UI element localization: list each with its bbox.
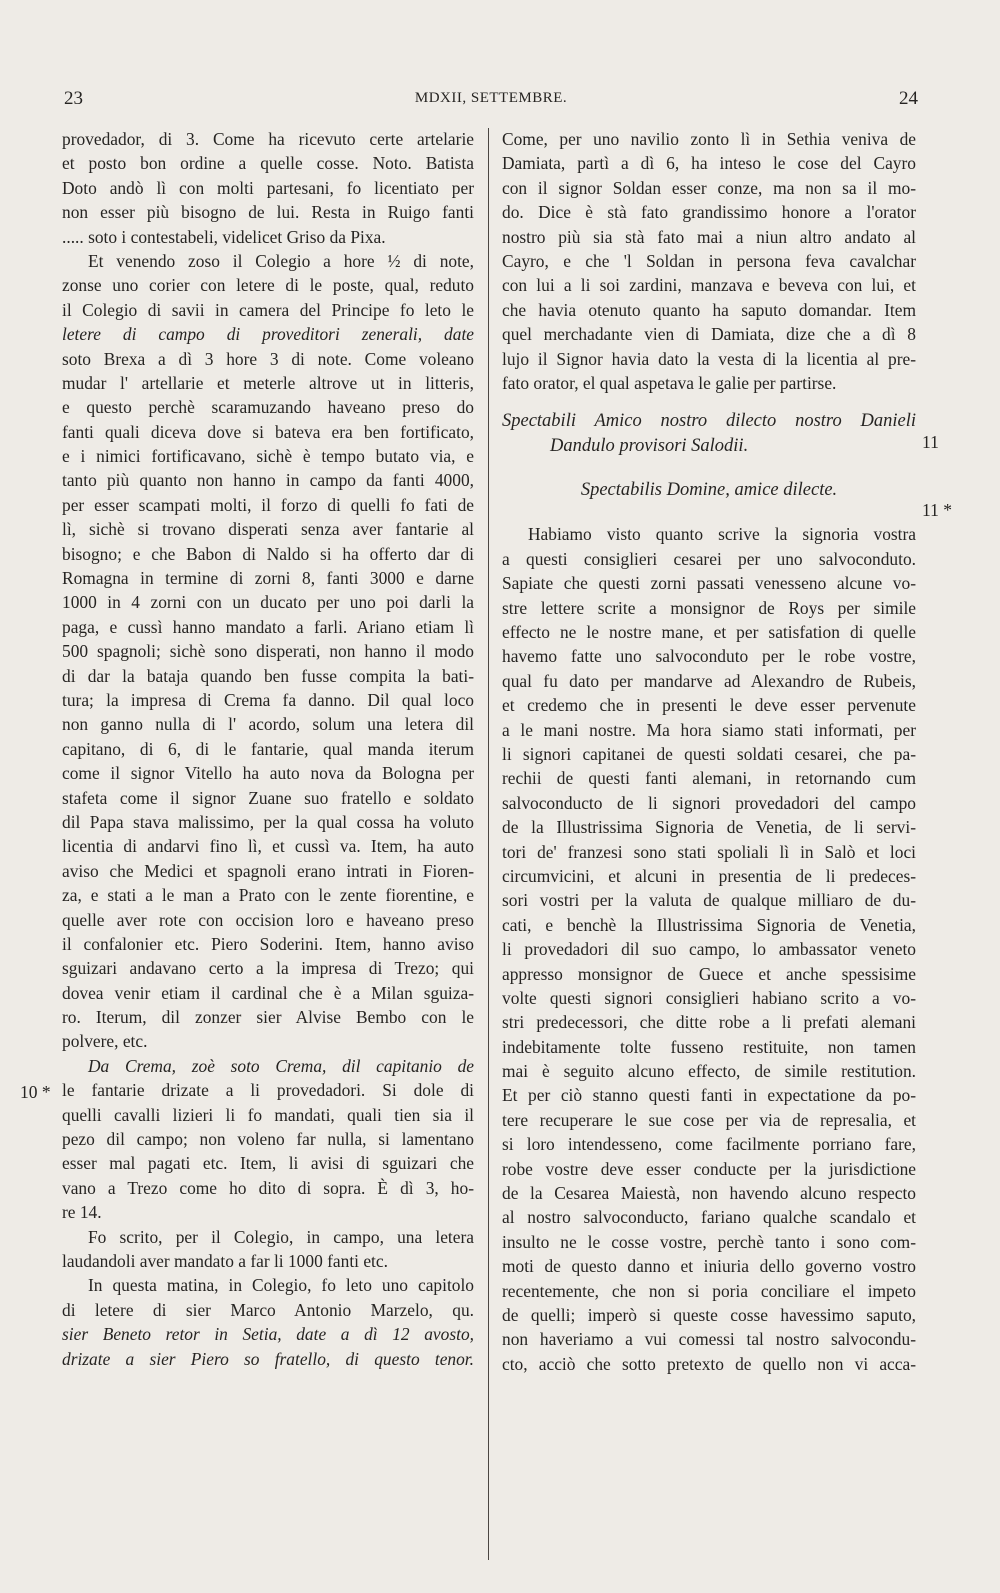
text-line: che havia otenuto quanto ha saputo domandar. Item bbox=[502, 299, 916, 320]
text-line: 1000 in 4 zorni con un ducato per uno poi darli la bbox=[62, 592, 474, 613]
text-line: 500 spagnoli; sichè sono disperati, non hanno il modo bbox=[62, 641, 474, 662]
text-line: mai è seguito alcuno effecto, de simile restitution. bbox=[502, 1061, 916, 1082]
text-line: Et venendo zoso il Colegio a hore ½ di note, bbox=[88, 250, 474, 271]
text-line: Et per ciò stanno questi fanti in expectatione da po- bbox=[502, 1085, 916, 1106]
text-line: non esser più bisogno de lui. Resta in Ruigo fanti bbox=[62, 202, 474, 223]
text-line: e i nimici fortificavano, sichè è tempo butato via, e bbox=[62, 446, 474, 467]
text-line: esser mal pagati etc. Item, li avisi di sguizari che bbox=[62, 1153, 474, 1174]
text-line: de la Illustrissima Signoria de Venetia, de li servi- bbox=[502, 817, 916, 838]
text-line: salvoconducto de li signori provedadori del campo bbox=[502, 792, 916, 813]
text-line: ..... soto i contestabeli, videlicet Griso da Pixa. bbox=[62, 226, 386, 247]
running-header bbox=[64, 88, 918, 118]
text-line: de quelli; imperò si queste cosse havessimo saputo, bbox=[502, 1304, 916, 1325]
text-line: Come, per uno navilio zonto lì in Sethia veniva de bbox=[502, 129, 916, 149]
text-line: insulto ne le cosse vostre, perchè tanto i sono com- bbox=[502, 1231, 916, 1252]
text-line: et credemo che in presenti le deve esser pervenute bbox=[502, 695, 916, 716]
text-line: tura; la impresa di Crema fa danno. Dil qual loco bbox=[62, 689, 474, 710]
text-line: cto, acciò che sotto pretexto de quello non vi acca- bbox=[502, 1353, 916, 1374]
text-line: sori vostri per la valuta de qualque milliaro de du- bbox=[502, 890, 916, 911]
text-line: Habiamo visto quanto scrive la signoria vostra bbox=[528, 524, 916, 545]
text-line: fanti quali diceva dove si bateva era ben fortificato, bbox=[62, 421, 474, 442]
spacer bbox=[502, 502, 916, 522]
text-line: havemo fatte uno salvoconduto per le robe vostre, bbox=[502, 646, 916, 667]
margin-note-11: 11 bbox=[922, 432, 939, 452]
text-line: indebitamente tolte fusseno restituite, non tamen bbox=[502, 1036, 916, 1057]
text-line: lì, sichè si trovano disperati senza aver fantarie al bbox=[62, 519, 474, 540]
text-line: il Colegio di savii in camera del Principe fo leto le bbox=[62, 299, 474, 320]
text-line: ro. Iterum, dil zonzer sier Alvise Bembo con le bbox=[62, 1007, 474, 1028]
text-line: pezo dil campo; non voleno far nulla, si lamentano bbox=[62, 1129, 474, 1150]
text-line: Romagna in termine di zorni 8, fanti 3000 e darne bbox=[62, 568, 474, 589]
text-line: cati, e benchè la Illustrissima Signoria de Venetia, bbox=[502, 914, 916, 935]
text-line: soto Brexa a dì 3 hore 3 di note. Come voleano bbox=[62, 348, 474, 369]
text-line: Damiata, partì a dì 6, ha inteso le cose del Cayro bbox=[502, 153, 916, 174]
text-line: non ganno nulla di l' acordo, solum una letera dil bbox=[62, 714, 474, 735]
text-line: fato orator, el qual aspetava le galie per partirse. bbox=[502, 372, 837, 393]
text-line: tori de' franzesi sono stati spoliali lì in Salò et loci bbox=[502, 841, 916, 862]
text-line: al nostro salvoconducto, fariano qualche scandalo et bbox=[502, 1207, 916, 1228]
margin-note-11-star: 11 * bbox=[922, 500, 952, 520]
text-line: qual fu dato per mandarve ad Alexandro de Rubeis, bbox=[502, 670, 916, 691]
text-line: per esser scampati molti, il forzo di quelli fo fati de bbox=[62, 494, 474, 515]
text-line: paga, e cussì hanno mandato a farli. Ariano etiam lì bbox=[62, 616, 474, 637]
text-line: In questa matina, in Colegio, fo leto uno capitolo bbox=[88, 1275, 474, 1296]
text-line: recentemente, che non si poria conciliare el impeto bbox=[502, 1280, 916, 1301]
text-line: quelle aver rote con occision loro e haveano preso bbox=[62, 909, 474, 930]
text-line: quelli cavalli lizieri li fo mandati, quali tien sia il bbox=[62, 1104, 474, 1125]
text-line: come il signor Vitello ha auto nova da Bologna per bbox=[62, 763, 474, 784]
text-line: za, e stati a le man a Prato con le zente fiorentine, e bbox=[62, 885, 474, 906]
text-line: Spectabilis Domine, amice dilecte. bbox=[580, 480, 838, 501]
text-line: robe vostre deve esser conducte per la jurisdictione bbox=[502, 1158, 916, 1179]
text-line: nostro più sia stà fato mai a niun altro andato al bbox=[502, 226, 916, 247]
text-line: non haveriamo a vui comessi tal nostro salvocondu- bbox=[502, 1329, 916, 1350]
text-line: provedador, di 3. Come ha ricevuto certe artelarie bbox=[62, 129, 474, 149]
text-line: mudar l' artellarie et meterle altrove ut in litteris, bbox=[62, 372, 474, 393]
text-line: effecto ne le nostre mane, et per satisfation di quelle bbox=[502, 622, 916, 643]
text-line: rechii de questi fanti alemani, in retornando cum bbox=[502, 768, 916, 789]
text-line: capitano, di 6, di le fantarie, qual manda iterum bbox=[62, 738, 474, 759]
text-line: appresso monsignor de Guece et anche spessisime bbox=[502, 963, 916, 984]
text-line: quel merchadante vien di Damiata, dize che a dì 8 bbox=[502, 324, 916, 345]
text-line: stri predecessori, che ditte robe a li prefati alemani bbox=[502, 1012, 916, 1033]
text-line: circumvicini, et alcuni in presentia de li predeces- bbox=[502, 865, 916, 886]
text-line: zonse uno corier con letere di le poste, qual, reduto bbox=[62, 275, 474, 296]
text-line: Da Crema, zoè soto Crema, dil capitanio de bbox=[88, 1055, 474, 1076]
left-page-number: 23 bbox=[64, 88, 83, 109]
text-line: di dar la bataja quando ben fusse compita la bati- bbox=[62, 665, 474, 686]
text-line: Dandulo provisori Salodii. bbox=[550, 435, 749, 456]
text-line: laudandoli aver mandato a far li 1000 fanti etc. bbox=[62, 1250, 388, 1271]
text-line: do. Dice è stà fato grandissimo honore a l'orator bbox=[502, 202, 916, 223]
spacer bbox=[502, 458, 916, 478]
text-line: moti de questo danno et iniuria dello governo vostro bbox=[502, 1256, 916, 1277]
left-column bbox=[62, 127, 474, 1371]
text-line: li signori capitanei de questi soldati cesarei, che pa- bbox=[502, 743, 916, 764]
running-title: MDXII, SETTEMBRE. bbox=[414, 90, 568, 106]
text-line: licentia di andarvi fino lì, et cussì va. Item, ha auto bbox=[62, 836, 474, 857]
text-line: si loro intendesseno, come facilmente porriano fare, bbox=[502, 1134, 916, 1155]
text-line: drizate a sier Piero so fratello, di questo tenor. bbox=[62, 1348, 474, 1369]
text-line: Sapiate che questi zorni passati venesseno alcune vo- bbox=[502, 573, 916, 594]
text-line: de la Cesarea Maiestà, non havendo alcuno respecto bbox=[502, 1183, 916, 1204]
text-line: Spectabili Amico nostro dilecto nostro Danieli bbox=[502, 411, 916, 432]
text-line: bisogno; e che Babon di Naldo si ha offerto dar di bbox=[62, 543, 474, 564]
text-line: a le mani nostre. Ma hora siamo stati informati, per bbox=[502, 719, 916, 740]
text-line: aviso che Medici et spagnoli erano intrati in Fioren- bbox=[62, 860, 474, 881]
text-line: dovea venir etiam il cardinal che è a Milan sguiza- bbox=[62, 982, 474, 1003]
text-line: stafeta come il signor Zuane suo fratello e soldato bbox=[62, 787, 474, 808]
text-line: stre lettere scrite a monsignor de Roys per simile bbox=[502, 597, 916, 618]
right-column bbox=[502, 127, 916, 1376]
spacer bbox=[502, 395, 916, 409]
text-line: sier Beneto retor in Setia, date a dì 12 avosto, bbox=[62, 1324, 474, 1345]
text-line: di letere di sier Marco Antonio Marzelo, qu. bbox=[62, 1299, 474, 1320]
text-line: sguizari andavano certo a la impresa di Trezo; qui bbox=[62, 958, 474, 979]
text-line: li provedadori dil suo campo, lo ambassator veneto bbox=[502, 939, 916, 960]
column-divider bbox=[488, 128, 489, 1560]
text-line: Cayro, e che 'l Soldan in persona feva cavalchar bbox=[502, 250, 916, 271]
right-page-number: 24 bbox=[899, 88, 918, 109]
text-line: re 14. bbox=[62, 1202, 102, 1223]
text-line: le fantarie drizate a li provedadori. Si dole di bbox=[62, 1080, 474, 1101]
text-line: il confalonier etc. Piero Soderini. Item, hanno aviso bbox=[62, 933, 474, 954]
text-line: tere recuperare le sue cose per via de represalia, et bbox=[502, 1109, 916, 1130]
text-line: con lui a li soi zardini, manzava e beveva con lui, et bbox=[502, 275, 916, 296]
text-line: Doto andò lì con molti partesani, fo licentiato per bbox=[62, 177, 474, 198]
text-line: polvere, etc. bbox=[62, 1031, 148, 1052]
margin-note-10-star: 10 * bbox=[20, 1082, 51, 1102]
text-line: lujo il Signor havia dato la vesta di la licentia al pre- bbox=[502, 348, 916, 369]
text-line: dil Papa stava malissimo, per la qual cossa ha voluto bbox=[62, 811, 474, 832]
text-line: con il signor Soldan esser conze, ma non sa il mo- bbox=[502, 177, 916, 198]
text-line: vano a Trezo come ho dito di sopra. È dì 3, ho- bbox=[62, 1177, 474, 1198]
text-line: et posto bon ordine a quelle cosse. Noto. Batista bbox=[62, 153, 474, 174]
text-line: volte questi signori consiglieri habiano scrito a vo- bbox=[502, 987, 916, 1008]
text-line: tanto più quanto non hanno in campo da fanti 4000, bbox=[62, 470, 474, 491]
text-line: e questo perchè scaramuzando haveano preso do bbox=[62, 397, 474, 418]
text-line: letere di campo di proveditori zenerali, date bbox=[62, 324, 474, 345]
text-line: Fo scrito, per il Colegio, in campo, una letera bbox=[88, 1226, 474, 1247]
text-line: a questi consiglieri cesarei per uno salvoconduto. bbox=[502, 548, 916, 569]
